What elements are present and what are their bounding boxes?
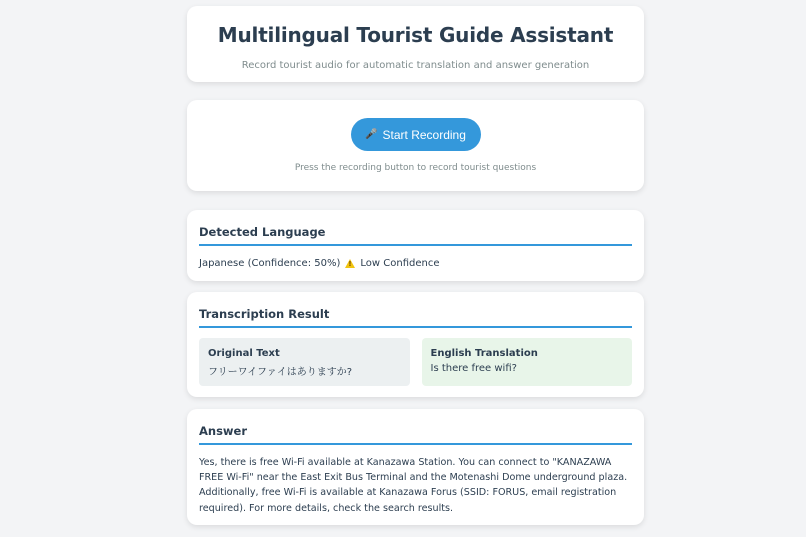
detected-language-title: Detected Language: [199, 225, 632, 246]
page-title: Multilingual Tourist Guide Assistant: [217, 23, 614, 47]
microphone-icon: 🎤: [365, 129, 378, 140]
confidence-note: Low Confidence: [360, 258, 440, 269]
warning-icon: [345, 259, 355, 268]
page-subtitle: Record tourist audio for automatic translation and answer generation: [241, 60, 590, 71]
answer-title: Answer: [199, 424, 632, 445]
english-translation-label: English Translation: [430, 348, 538, 359]
detected-language-value: Japanese (Confidence: 50%): [199, 258, 341, 269]
original-text-value: フリーワイファイはありますか?: [208, 367, 353, 378]
transcription-card: [187, 292, 644, 397]
answer-text: Yes, there is free Wi-Fi available at Kanazawa Station. You can connect to "KANAZAWA FREE Wi-Fi" near the East Exit Bus Terminal and the Motenashi Dome underground plaza. Additionally, free Wi-Fi is available at Kanazawa Forus (SSID: FORUS, email registration required). For more details, check the search results.: [199, 457, 628, 514]
transcription-title: Transcription Result: [199, 307, 632, 328]
transcription-boxes: [199, 338, 632, 386]
english-translation-box: [422, 338, 633, 386]
recording-hint: Press the recording button to record tourist questions: [294, 163, 537, 173]
header-card: [187, 6, 644, 82]
answer-card: [187, 409, 644, 525]
original-text-label: Original Text: [208, 348, 280, 359]
detected-language-card: [187, 210, 644, 281]
original-text-box: [199, 338, 410, 386]
detected-language-line: [199, 258, 632, 269]
start-recording-button[interactable]: [351, 118, 481, 151]
start-recording-label: Start Recording: [382, 127, 466, 142]
recorder-card: [187, 100, 644, 191]
english-translation-value: Is there free wifi?: [430, 363, 517, 374]
